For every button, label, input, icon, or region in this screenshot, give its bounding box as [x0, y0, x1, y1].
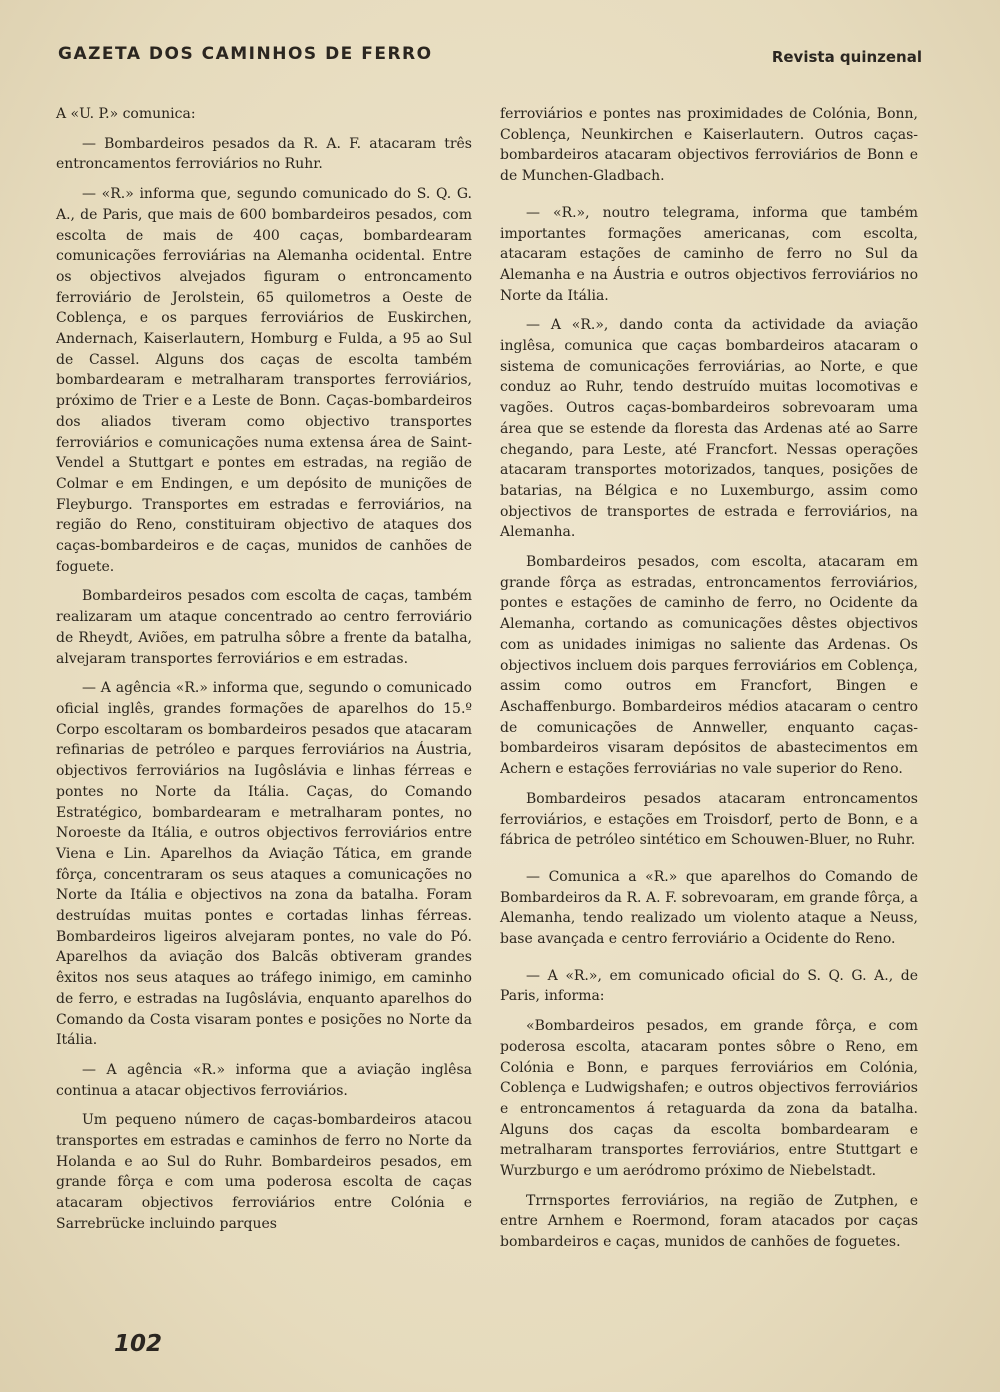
paragraph: Bombardeiros pesados atacaram entroncamentos ferroviários, e estações em Troisdorf, perto de Bonn, e a fábrica de petróleo sintético em Schouwen-Bluer, no Ruhr. [500, 790, 918, 849]
paragraph: Bombardeiros pesados com escolta de caças, também realizaram um ataque concentrado ao centro ferroviário de Rheydt, Aviões, em patrulha sôbre a frente da batalha, alvejaram transportes ferroviários e em estradas. [56, 588, 472, 667]
paragraph: Trrnsportes ferroviários, na região de Zutphen, e entre Arnhem e Roermond, foram atacados por caças bombardeiros e caças, munidos de canhões de foguetes. [500, 1192, 918, 1251]
paragraph: — «R.», noutro telegrama, informa que também importantes formações americanas, com escolta, atacaram estações de caminho de ferro no Sul da Alemanha e na Áustria e outros objectivos ferroviários no Norte da Itália. [500, 204, 918, 304]
paragraph: — A agência «R.» informa que a aviação inglêsa continua a atacar objectivos ferroviários. [56, 1061, 472, 1099]
journal-title: GAZETA DOS CAMINHOS DE FERRO [58, 44, 433, 64]
paragraph: — Bombardeiros pesados da R. A. F. atacaram três entroncamentos ferroviários no Ruhr. [56, 135, 472, 173]
paragraph: — A «R.», dando conta da actividade da aviação inglêsa, comunica que caças bombardeiros atacaram o sistema de comunicações ferroviárias, ao Norte, e que conduz ao Ruhr, tendo destruído muitas locomotivas e vagões. Outros caças-bombardeiros sobrevoaram uma área que se estende da floresta das Ardenas até ao Sarre chegando, para Leste, até Francfort. Nessas operações atacaram transportes motorizados, tanques, posições de batarias, na Bélgica e no Luxemburgo, assim como objectivos de transportes de estrada e ferroviários, na Alemanha. [500, 317, 918, 541]
paragraph: — Comunica a «R.» que aparelhos do Comando de Bombardeiros da R. A. F. sobrevoaram, em grande fôrça, a Alemanha, tendo realizado um violento ataque a Neuss, base avançada e centro ferroviário a Ocidente do Reno. [500, 868, 918, 948]
left-column [56, 104, 472, 1244]
right-column [500, 104, 918, 1262]
paragraph: Um pequeno número de caças-bombardeiros atacou transportes em estradas e caminhos de ferro no Norte da Holanda e ao Sul do Ruhr. Bombardeiros pesados, em grande fôrça e com uma poderosa escolta de caças atacaram objectivos ferroviários entre Colónia e Sarrebrücke incluindo parques [56, 1112, 472, 1232]
paragraph: — A «R.», em comunicado oficial do S. Q. G. A., de Paris, informa: [500, 967, 918, 1005]
paragraph: — «R.» informa que, segundo comunicado do S. Q. G. A., de Paris, que mais de 600 bombardeiros pesados, com escolta de mais de 400 caças, bombardearam comunicações ferroviárias na Alemanha ocidental. Entre os objectivos alvejados figuram o entroncamento ferroviário de Jerolstein, 65 quilometros a Oeste de Coblença, e os parques ferroviários de Euskirchen, Andernach, Kaiserlautern, Homburg e Fulda, a 95 ao Sul de Cassel. Alguns dos caças de escolta também bombardearam e metralharam transportes ferroviários, próximo de Trier e a Leste de Bonn. Caças-bombardeiros dos aliados tiveram como objectivo transportes ferroviários e comunicações numa extensa área de Saint-Vendel a Stuttgart e pontes em estradas, na região de Colmar e em Endingen, e um depósito de munições de Fleyburgo. Transportes em estradas e ferroviários, na região do Reno, constituiram objectivo de ataques dos caças-bombardeiros e de caças, munidos de canhões de foguete. [56, 186, 472, 575]
paragraph: Bombardeiros pesados, com escolta, atacaram em grande fôrça as estradas, entroncamentos ferroviários, pontes e estações de caminho de ferro, no Ocidente da Alemanha, cortando as comunicações dêstes objectivos com as unidades inimigas no saliente das Ardenas. Os objectivos incluem dois parques ferroviários em Coblença, assim como outros em Francfort, Bingen e Aschaffenburgo. Bombardeiros médios atacaram o centro de comunicações de Annweller, enquanto caças-bombardeiros visaram depósitos de abastecimentos em Achern e estações ferroviárias no vale superior do Reno. [500, 554, 918, 778]
paragraph: A «U. P.» comunica: [56, 106, 196, 122]
page-number: 102 [114, 1331, 163, 1357]
paragraph: «Bombardeiros pesados, em grande fôrça, e com poderosa escolta, atacaram pontes sôbre o Reno, em Colónia e Bonn, e parques ferroviários em Colónia, Coblença e Ludwigshafen; e outros objectivos ferroviários e entroncamentos á retaguarda da zona da batalha. Alguns dos caças da escolta bombardearam e metralharam transportes ferroviários, entre Stuttgart e Wurzburgo e um aeródromo próximo de Niebelstadt. [500, 1018, 918, 1180]
paragraph: — A agência «R.» informa que, segundo o comunicado oficial inglês, grandes formações de aparelhos do 15.º Corpo escoltaram os bombardeiros pesados que atacaram refinarias de petróleo e parques ferroviários na Áustria, objectivos ferroviários na Iugôslávia e linhas férreas e pontes no Norte da Itália. Caças, do Comando Estratégico, bombardearam e metralharam pontes, no Noroeste da Itália, e outros objectivos ferroviários entre Viena e Lin. Aparelhos da Aviação Tática, em grande fôrça, concentraram os seus ataques a comunicações no Norte da Itália e objectivos na zona da batalha. Foram destruídas muitas pontes e cortadas linhas férreas. Bombardeiros ligeiros alvejaram pontes, no vale do Pó. Aparelhos da aviação dos Balcãs obtiveram grandes êxitos nos seus ataques ao tráfego inimigo, em caminho de ferro, e estradas na Iugôslávia, enquanto aparelhos do Comando da Costa visaram pontes e posições no Norte da Itália. [56, 680, 472, 1049]
paragraph: ferroviários e pontes nas proximidades de Colónia, Bonn, Coblença, Neunkirchen e Kaiserlautern. Outros caças-bombardeiros atacaram objectivos ferroviários de Bonn e de Munchen-Gladbach. [500, 106, 918, 185]
journal-subtitle: Revista quinzenal [771, 48, 922, 66]
